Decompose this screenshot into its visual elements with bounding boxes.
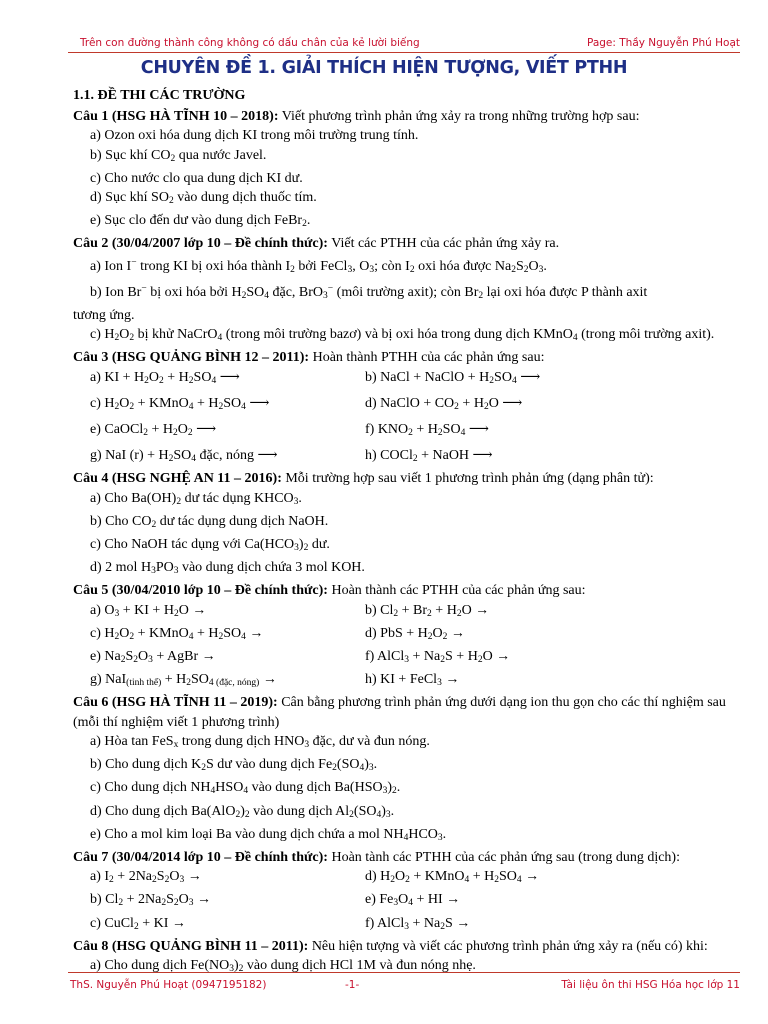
question-text: Mỗi trường hợp sau viết 1 phương trình phản ứng (dạng phân tử): (281, 471, 654, 487)
equation-row: b) $Cl_2 + 2Na_2S_2O_3$ → e) $Fe_3O_4$ + HI → (90, 892, 461, 909)
list-item: a) Hòa tan FeS$_x$ trong dung dịch $HNO_3$ đặc, dư và đun nóng. (90, 733, 430, 750)
list-item: e) Cho a mol kim loại Ba vào dung dịch chứa a mol $NH_4HCO_3$. (90, 826, 447, 843)
question-5 (73, 581, 745, 600)
list-item: d) Cho dung dịch $Ba(AlO_2)_2$ vào dung dịch $Al_2(SO_4)_3$. (90, 803, 395, 820)
equation-row: e) CaOCl$_2$ + $H_2O_2$ ⟶ f) $KNO_2 + H_2SO_4$ ⟶ (90, 422, 489, 439)
header-motto: Trên con đường thành công không có dấu chân của kẻ lười biếng (80, 37, 420, 49)
list-item-continuation: tương ứng. (73, 308, 135, 324)
equation-row: c) $H_2O_2$ + KMnO$_4$ + $H_2SO_4$ → d) PbS + $H_2O_2$ → (90, 625, 465, 642)
page-footer (68, 972, 740, 994)
header-page-name: Page: Thầy Nguyễn Phú Hoạt (586, 37, 740, 49)
list-item: d) 2 mol $H_3PO_3$ vào dung dịch chứa 3 mol KOH. (90, 560, 365, 577)
list-item: c) Cho NaOH tác dụng với $Ca(HCO_3)_2$ dư. (90, 537, 330, 554)
question-8 (73, 937, 745, 956)
list-item: d) Sục khí $SO_2$ vào dung dịch thuốc tím. (90, 190, 317, 207)
equation-row: e) $Na_2S_2O_3$ + AgBr → f) AlCl$_3$ + $Na_2S + H_2O$ → (90, 649, 511, 666)
footer-author: ThS. Nguyễn Phú Hoạt (0947195182) (70, 979, 267, 991)
question-text: Viết phương trình phản ứng xảy ra trong những trường hợp sau: (278, 109, 640, 125)
question-4 (73, 469, 745, 488)
equation-row: a) $O_3$ + KI + $H_2O$ → b) $Cl_2 + Br_2 + H_2O$ → (90, 602, 490, 619)
page-number: -1- (345, 979, 360, 991)
equation-row: g) $NaI_{(tinh thể)} + H_2SO_{4 (đặc, nóng)}$ → h) KI + FeCl$_3$ → (90, 672, 460, 689)
question-label: Câu 5 (30/04/2010 lớp 10 – Đề chính thức): (73, 583, 328, 599)
question-label: Câu 6 (HSG HÀ TĨNH 11 – 2019): (73, 695, 278, 711)
question-text: Viết các PTHH của các phản ứng xảy ra. (327, 236, 560, 252)
question-1 (73, 107, 745, 126)
question-6 (73, 693, 745, 731)
question-3 (73, 348, 745, 367)
question-text: Hoàn tành các PTHH của các phản ứng sau (trong dung dịch): (327, 849, 680, 865)
list-item: b) Sục khí $CO_2$ qua nước Javel. (90, 147, 267, 164)
list-item: c) Cho dung dịch $NH_4HSO_4$ vào dung dịch $Ba(HSO_3)_2$. (90, 780, 401, 797)
equation-row: a) KI + $H_2O_2 + H_2SO_4$ ⟶ b) NaCl + NaClO + $H_2SO_4$ ⟶ (90, 369, 541, 386)
section-heading: 1.1. ĐỀ THI CÁC TRƯỜNG (73, 88, 246, 103)
equation-row: g) NaI $(r) + H_2SO_4$ đặc, nóng ⟶ h) COCl$_2$ + NaOH ⟶ (90, 448, 493, 465)
list-item: a) Cho dung dịch $Fe(NO_3)_2$ vào dung dịch HCl 1M và đun nóng nhẹ. (90, 957, 476, 974)
question-label: Câu 3 (HSG QUẢNG BÌNH 12 – 2011): (73, 350, 310, 366)
equation-row: c) CuCl$_2$ + KI → f) AlCl$_3$ + $Na_2S$ → (90, 915, 471, 932)
page-header (68, 35, 740, 53)
question-label: Câu 1 (HSG HÀ TĨNH 10 – 2018): (73, 109, 279, 125)
list-item: c) $H_2O_2$ bị khử NaCrO$_4$ (trong môi trường bazơ) và bị oxi hóa trong dung dịch KMnO$_4$ (trong môi trường axit). (90, 327, 715, 344)
question-label: Câu 7 (30/04/2014 lớp 10 – Đề chính thức): (73, 849, 328, 865)
list-item: e) Sục clo đến dư vào dung dịch FeBr$_2$. (90, 213, 311, 230)
list-item: a) Ion I− trong KI bị oxi hóa thành $I_2$ bởi FeCl$_3$, $O_3$; còn $I_2$ oxi hóa được $Na_2S_2O_3$. (90, 257, 547, 275)
list-item: b) Cho dung dịch $K_2S$ dư vào dung dịch $Fe_2(SO_4)_3$. (90, 757, 378, 774)
document-body (73, 86, 745, 979)
question-label: Câu 4 (HSG NGHỆ AN 11 – 2016): (73, 471, 282, 487)
question-label: Câu 8 (HSG QUẢNG BÌNH 11 – 2011): (73, 938, 309, 954)
question-text: Nêu hiện tượng và viết các phương trình phản ứng xảy ra (nếu có) khi: (308, 938, 708, 954)
list-item: c) Cho nước clo qua dung dịch KI dư. (90, 170, 303, 186)
footer-document-title: Tài liệu ôn thi HSG Hóa học lớp 11 (561, 979, 740, 991)
list-item: a) Ozon oxi hóa dung dịch KI trong môi trường trung tính. (90, 128, 419, 144)
question-text: Hoàn thành các PTHH của các phản ứng sau: (327, 583, 586, 599)
list-item: b) Cho $CO_2$ dư tác dụng dung dịch NaOH. (90, 513, 329, 530)
question-label: Câu 2 (30/04/2007 lớp 10 – Đề chính thức): (73, 236, 328, 252)
list-item: b) Ion Br− bị oxi hóa bởi $H_2SO_4$ đặc, BrO$_3$− (môi trường axit); còn $Br_2$ lại oxi hóa được P thành axit (90, 283, 648, 301)
page-title: CHUYÊN ĐỀ 1. GIẢI THÍCH HIỆN TƯỢNG, VIẾT PTHH (140, 58, 628, 78)
question-text: Hoàn thành PTHH của các phản ứng sau: (309, 350, 545, 366)
question-2 (73, 234, 745, 253)
equation-row: c) $H_2O_2$ + KMnO$_4$ + $H_2SO_4$ ⟶ d) NaClO + $CO_2 + H_2O$ ⟶ (90, 395, 523, 412)
list-item: a) Cho $Ba(OH)_2$ dư tác dụng $KHCO_3$. (90, 490, 302, 507)
equation-row: a) $I_2 + 2Na_2S_2O_3$ → d) $H_2O_2$ + KMnO$_4$ + $H_2SO_4$ → (90, 869, 540, 886)
question-text: Cân bằng phương trình phản ứng dưới dạng ion thu gọn cho các thí nghiệm sau (mỗi thí nghiệm viết 1 phương trình) (73, 695, 726, 730)
question-7 (73, 848, 745, 867)
